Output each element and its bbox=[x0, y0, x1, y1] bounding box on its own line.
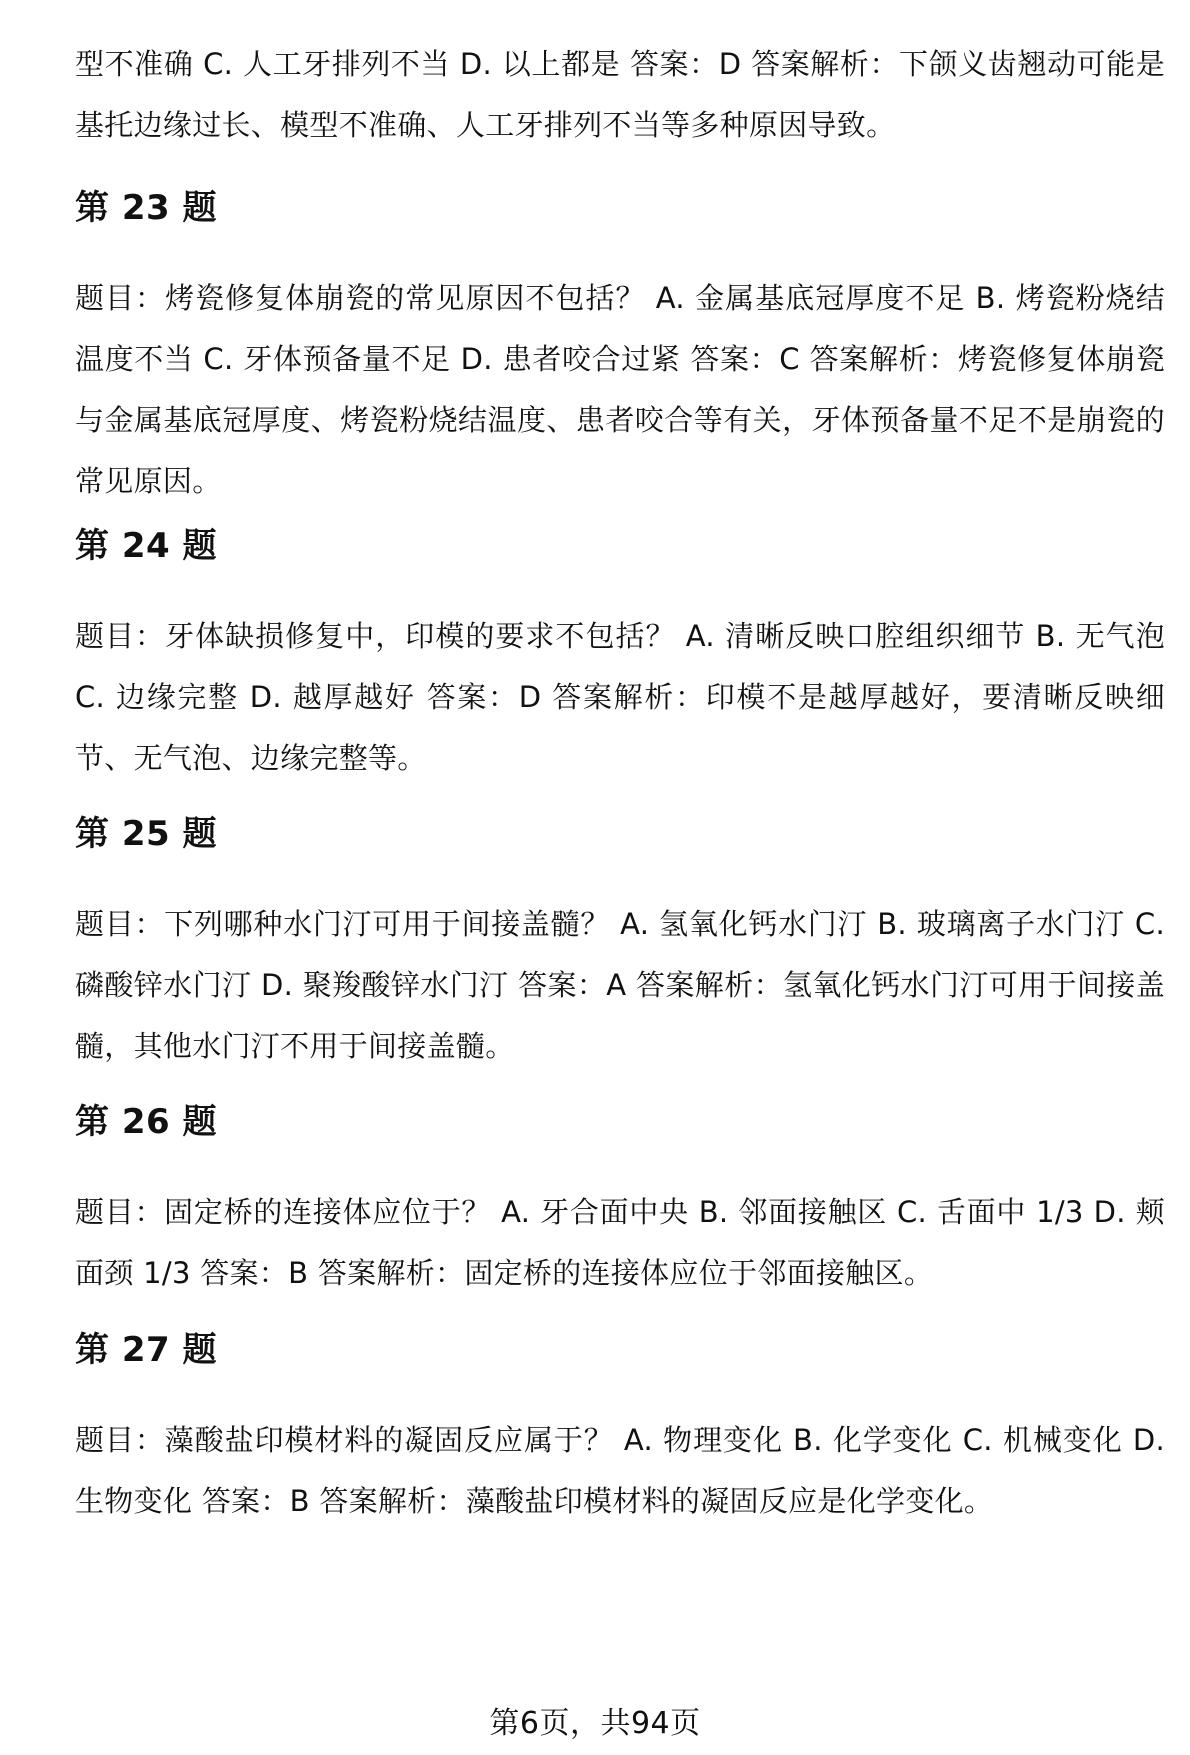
question-27-heading: 第 27 题 bbox=[75, 1330, 217, 1370]
question-23-body: 题目：烤瓷修复体崩瓷的常见原因不包括？ A. 金属基底冠厚度不足 B. 烤瓷粉烧结温度不当 C. 牙体预备量不足 D. 患者咬合过紧 答案：C 答案解析：烤瓷修复体崩瓷与金属基底冠厚度、烤瓷粉烧结温度、患者咬合等有关，牙体预备量不足不是崩瓷的常见原因。 bbox=[75, 281, 1165, 498]
question-25-heading: 第 25 题 bbox=[75, 814, 217, 854]
question-26-body: 题目：固定桥的连接体应位于？ A. 牙合面中央 B. 邻面接触区 C. 舌面中 1/3 D. 颊面颈 1/3 答案：B 答案解析：固定桥的连接体应位于邻面接触区。 bbox=[75, 1195, 1165, 1290]
question-24-body: 题目：牙体缺损修复中，印模的要求不包括？ A. 清晰反映口腔组织细节 B. 无气泡 C. 边缘完整 D. 越厚越好 答案：D 答案解析：印模不是越厚越好，要清晰反映细节、无气泡、边缘完整等。 bbox=[75, 619, 1165, 775]
question-24-heading: 第 24 题 bbox=[75, 526, 217, 566]
question-26-heading: 第 26 题 bbox=[75, 1102, 217, 1142]
question-23-heading: 第 23 题 bbox=[75, 188, 217, 228]
question-27-body: 题目：藻酸盐印模材料的凝固反应属于？ A. 物理变化 B. 化学变化 C. 机械变化 D. 生物变化 答案：B 答案解析：藻酸盐印模材料的凝固反应是化学变化。 bbox=[75, 1423, 1165, 1518]
question-25-body: 题目：下列哪种水门汀可用于间接盖髓？ A. 氢氧化钙水门汀 B. 玻璃离子水门汀 C. 磷酸锌水门汀 D. 聚羧酸锌水门汀 答案：A 答案解析：氢氧化钙水门汀可用于间接盖髓，其他水门汀不用于间接盖髓。 bbox=[75, 907, 1165, 1063]
question-22-continuation: 型不准确 C. 人工牙排列不当 D. 以上都是 答案：D 答案解析：下颌义齿翘动可能是基托边缘过长、模型不准确、人工牙排列不当等多种原因导致。 bbox=[75, 47, 1165, 142]
page-number-footer: 第6页，共94页 bbox=[489, 1706, 701, 1741]
